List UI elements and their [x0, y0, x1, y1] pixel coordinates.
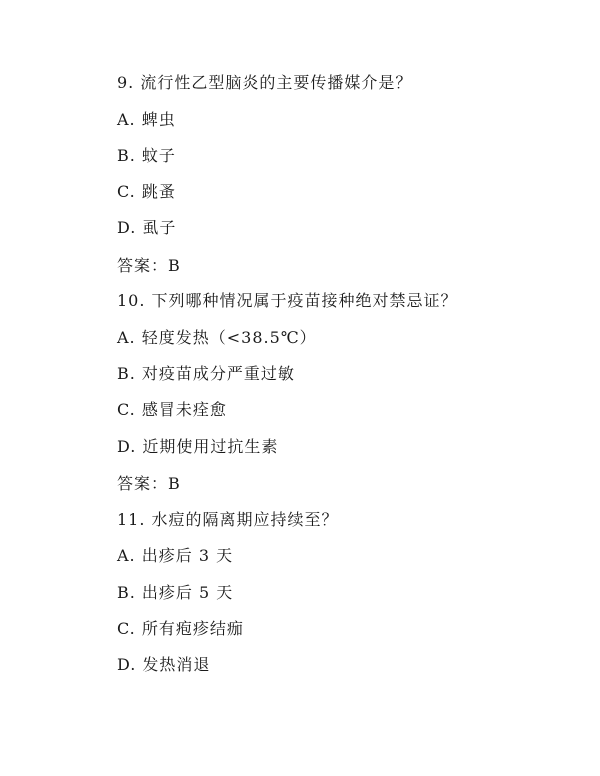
question-9-option-a: A. 蜱虫: [117, 110, 176, 129]
question-11-stem: 11. 水痘的隔离期应持续至？: [117, 510, 339, 529]
question-11-option-a: A. 出疹后 3 天: [117, 546, 234, 565]
question-11-option-c: C. 所有疱疹结痂: [117, 619, 244, 638]
question-9-answer: 答案：B: [117, 256, 181, 275]
question-10-option-d: D. 近期使用过抗生素: [117, 437, 279, 456]
question-9-stem: 9. 流行性乙型脑炎的主要传播媒介是？: [117, 73, 413, 92]
question-9-option-d: D. 虱子: [117, 218, 177, 237]
question-10-option-a: A. 轻度发热（<38.5℃）: [117, 328, 317, 347]
question-10-option-b: B. 对疫苗成分严重过敏: [117, 364, 295, 383]
question-10-stem: 10. 下列哪种情况属于疫苗接种绝对禁忌证？: [117, 291, 458, 310]
question-11-option-b: B. 出疹后 5 天: [117, 583, 234, 602]
question-10-option-c: C. 感冒未痊愈: [117, 400, 227, 419]
question-11-option-d: D. 发热消退: [117, 655, 211, 674]
question-10-answer: 答案：B: [117, 474, 181, 493]
question-9-option-c: C. 跳蚤: [117, 182, 176, 201]
question-9-option-b: B. 蚊子: [117, 146, 176, 165]
